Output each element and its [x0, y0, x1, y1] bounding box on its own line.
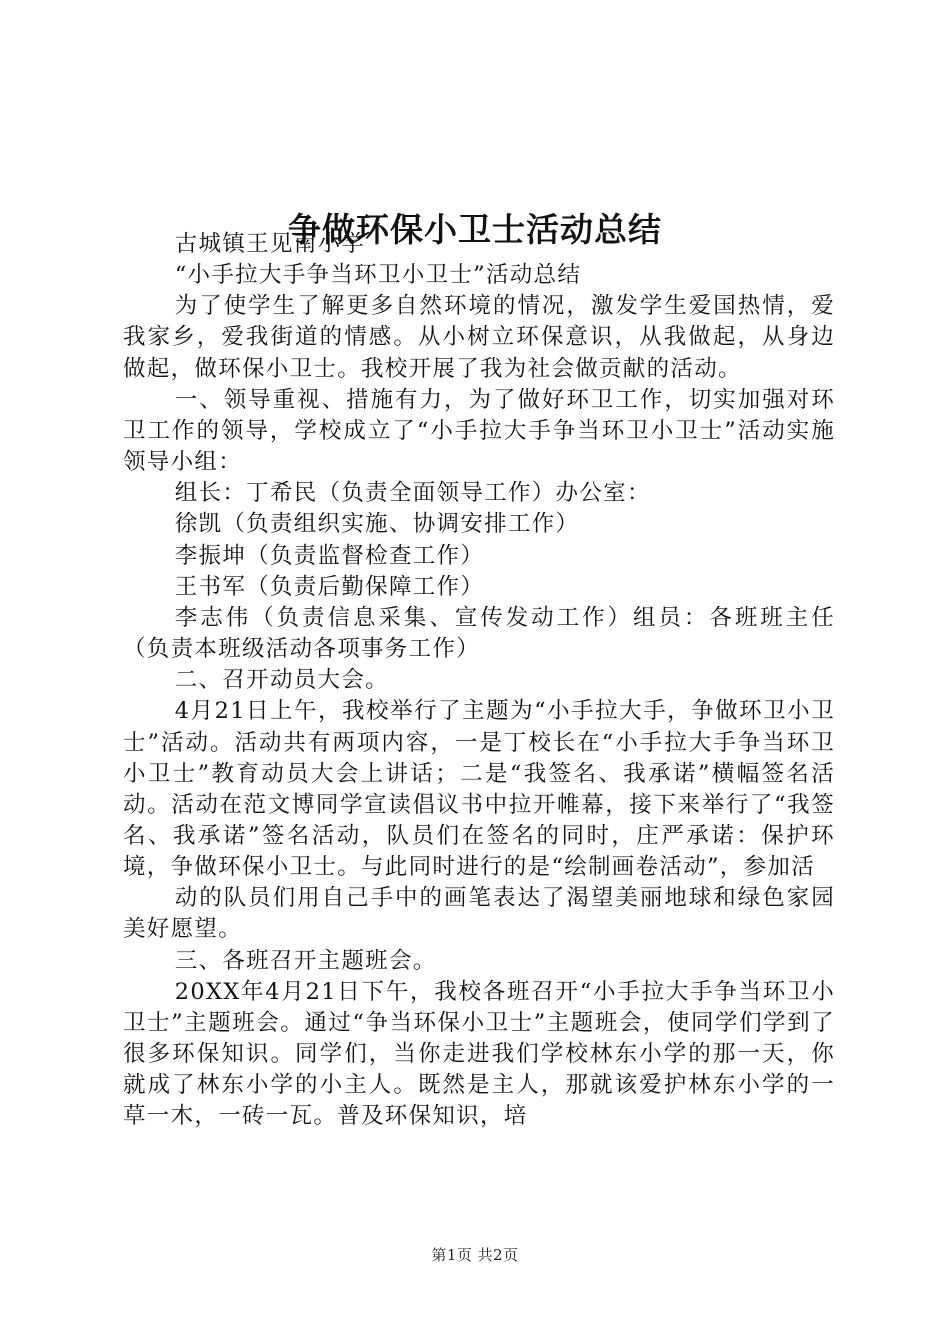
paragraph-class-meeting: 20XX年4月21日下午，我校各班召开“小手拉大手争当环卫小卫士”主题班会。通过“争当环保小卫士”主题班会，使同学们学到了很多环保知识。同学们，当你走进我们学校林东小学的那一天，你就成了林东小学的小主人。既然是主人，那就该爱护林东小学的一草一木，一砖一瓦。普及环保知识，培	[123, 978, 835, 1130]
paragraph-section-three: 三、各班召开主题班会。	[174, 947, 437, 974]
page-footer: 第1页 共2页	[431, 1246, 519, 1264]
paragraph-section-two: 二、召开动员大会。	[174, 667, 389, 694]
document-body	[123, 229, 835, 1133]
paragraph-section-one: 一、领导重视、措施有力，为了做好环卫工作，切实加强对环卫工作的领导，学校成立了“小手拉大手争当环卫小卫士”活动实施领导小组：	[123, 386, 835, 476]
paragraph-school-name: 古城镇王见南小学	[174, 231, 366, 257]
paragraph-intro: 为了使学生了解更多自然环境的情况，激发学生爱国热情，爱我家乡，爱我街道的情感。从小树立环保意识，从我做起，从身边做起，做环保小卫士。我校开展了我为社会做贡献的活动。	[123, 293, 835, 382]
paragraph-drawing: 动的队员们用自己手中的画笔表达了渴望美丽地球和绿色家园美好愿望。	[123, 885, 835, 943]
paragraph-leader: 组长：丁希民（负责全面领导工作）办公室：	[174, 480, 651, 507]
document-title: 争做环保小卫士活动总结	[288, 210, 662, 250]
paragraph-member-li-zhiwei: 李志伟（负责信息采集、宣传发动工作）组员：各班班主任（负责本班级活动各项事务工作）	[123, 604, 835, 663]
paragraph-activity-title: “小手拉大手争当环卫小卫士”活动总结	[174, 262, 582, 289]
paragraph-member-li-zhenkun: 李振坤（负责监督检查工作）	[174, 542, 485, 569]
paragraph-mobilization: 4月21日上午，我校举行了主题为“小手拉大手，争做环卫小卫士”活动。活动共有两项内容，一是丁校长在“小手拉大手争当环卫小卫士”教育动员大会上讲话；二是“我签名、我承诺”横幅签名活动。活动在范文博同学宣读倡议书中拉开帷幕，接下来举行了“我签名、我承诺”签名活动，队员们在签名的同时，庄严承诺：保护环境，争做环保小卫士。与此同时进行的是“绘制画卷活动”，参加活	[123, 698, 835, 881]
paragraph-member-xu: 徐凯（负责组织实施、协调安排工作）	[174, 511, 580, 538]
paragraph-member-wang: 王书军（负责后勤保障工作）	[174, 573, 485, 600]
